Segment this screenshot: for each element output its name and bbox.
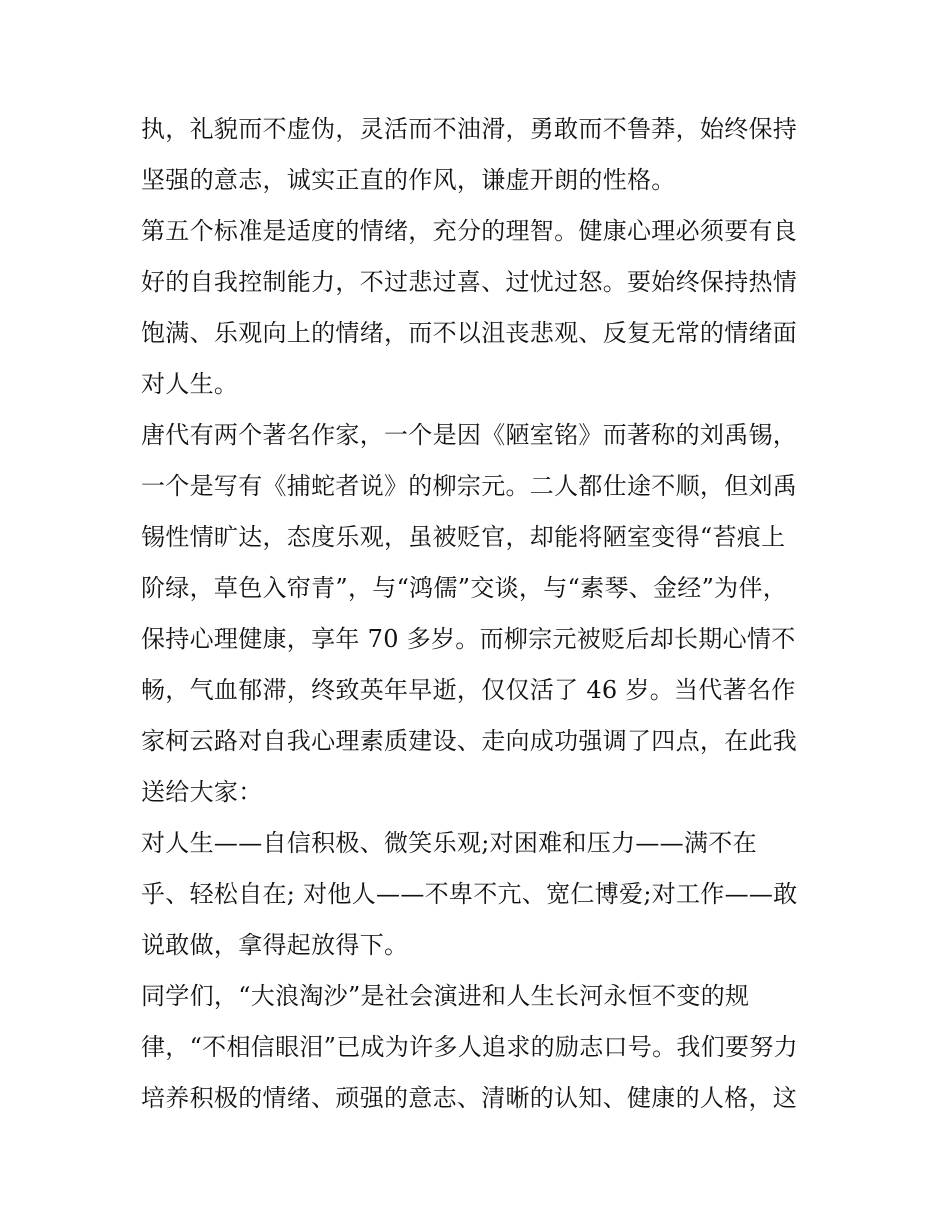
text-line: 培养积极的情绪、顽强的意志、清晰的认知、健康的人格，这 (141, 1084, 798, 1112)
body-text (141, 104, 821, 1124)
text-line: 畅，气血郁滞，终致英年早逝，仅仅活了 46 岁。当代著名作 (141, 676, 796, 704)
text-line: 乎、轻松自在; 对他人——不卑不亢、宽仁博爱;对工作——敢 (141, 880, 798, 908)
text-line: 饱满、乐观向上的情绪，而不以沮丧悲观、反复无常的情绪面 (141, 319, 798, 347)
text-line: 一个是写有《捕蛇者说》的柳宗元。二人都仕途不顺，但刘禹 (141, 472, 798, 500)
text-line: 阶绿，草色入帘青”，与“鸿儒”交谈，与“素琴、金经”为伴， (141, 574, 788, 602)
text-line: 唐代有两个著名作家，一个是因《陋室铭》而著称的刘禹锡， (141, 421, 798, 449)
text-line: 同学们，“大浪淘沙”是社会演进和人生长河永恒不变的规 (141, 982, 750, 1010)
text-line: 好的自我控制能力，不过悲过喜、过忧过怒。要始终保持热情 (141, 268, 798, 296)
text-line: 锡性情旷达，态度乐观，虽被贬官，却能将陋室变得“苔痕上 (141, 523, 786, 551)
text-line: 送给大家： (141, 778, 263, 806)
text-line: 说敢做，拿得起放得下。 (141, 931, 409, 959)
text-line: 家柯云路对自我心理素质建设、走向成功强调了四点，在此我 (141, 727, 798, 755)
text-line: 第五个标准是适度的情绪，充分的理智。健康心理必须要有良 (141, 217, 798, 245)
text-line: 对人生——自信积极、微笑乐观;对困难和压力——满不在 (141, 829, 757, 857)
text-line: 对人生。 (141, 370, 239, 398)
text-line: 律，“不相信眼泪”已成为许多人追求的励志口号。我们要努力 (141, 1033, 798, 1061)
text-line: 坚强的意志，诚实正直的作风，谦虚开朗的性格。 (141, 166, 676, 194)
text-line: 执，礼貌而不虚伪，灵活而不油滑，勇敢而不鲁莽，始终保持 (141, 115, 798, 143)
text-line: 保持心理健康，享年 70 多岁。而柳宗元被贬后却长期心情不 (141, 625, 796, 653)
